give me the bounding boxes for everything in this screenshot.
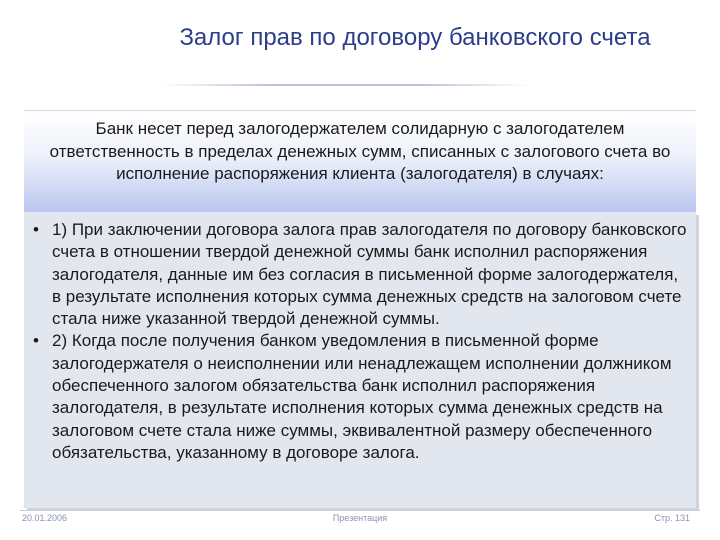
- bullet-text-1: 1) При заключении договора залога прав залогодателя по договору банковского счета в отношении твердой денежной суммы банк исполнил распоряжения залогодателя, данные им без согласия в письменной форме залогодержателя, в результате исполнения которых сумма денежных средств на залоговом счете стала ниже указанной твердой денежной суммы.: [52, 220, 687, 329]
- footer-divider: [20, 510, 700, 511]
- footer-page-number: Стр. 131: [654, 513, 690, 523]
- title-area: [150, 22, 680, 53]
- bullet-marker: •: [33, 331, 39, 351]
- footer-title: Презентация: [332, 513, 388, 523]
- bullet-marker: •: [33, 220, 39, 239]
- bullet-list: [30, 219, 690, 464]
- bullet-text-2: 2) Когда после получения банком уведомления в письменной форме залогодержателя о неисполнении или ненадлежащем исполнении должником обеспеченного залогом обязательства банк исполнил распоряжения залогодателя, в результате исполнения которых сумма денежных средств на залоговом счете стала ниже суммы, эквивалентной размеру обеспеченного обязательства, указанному в договоре залога.: [52, 331, 672, 462]
- slide-title: Залог прав по договору банковского счета: [179, 24, 651, 51]
- footer-date: 20.01.2006: [22, 513, 68, 523]
- bullet-item-1: [30, 219, 690, 330]
- bullet-item-2: [30, 330, 690, 464]
- lead-paragraph: Банк несет перед залогодержателем солидарную с залогодателем ответственность в пределах денежных сумм, списанных с залогового счета во исполнение распоряжения клиента (залогодателя) в случаях:: [49, 119, 671, 183]
- title-underline: [160, 84, 530, 86]
